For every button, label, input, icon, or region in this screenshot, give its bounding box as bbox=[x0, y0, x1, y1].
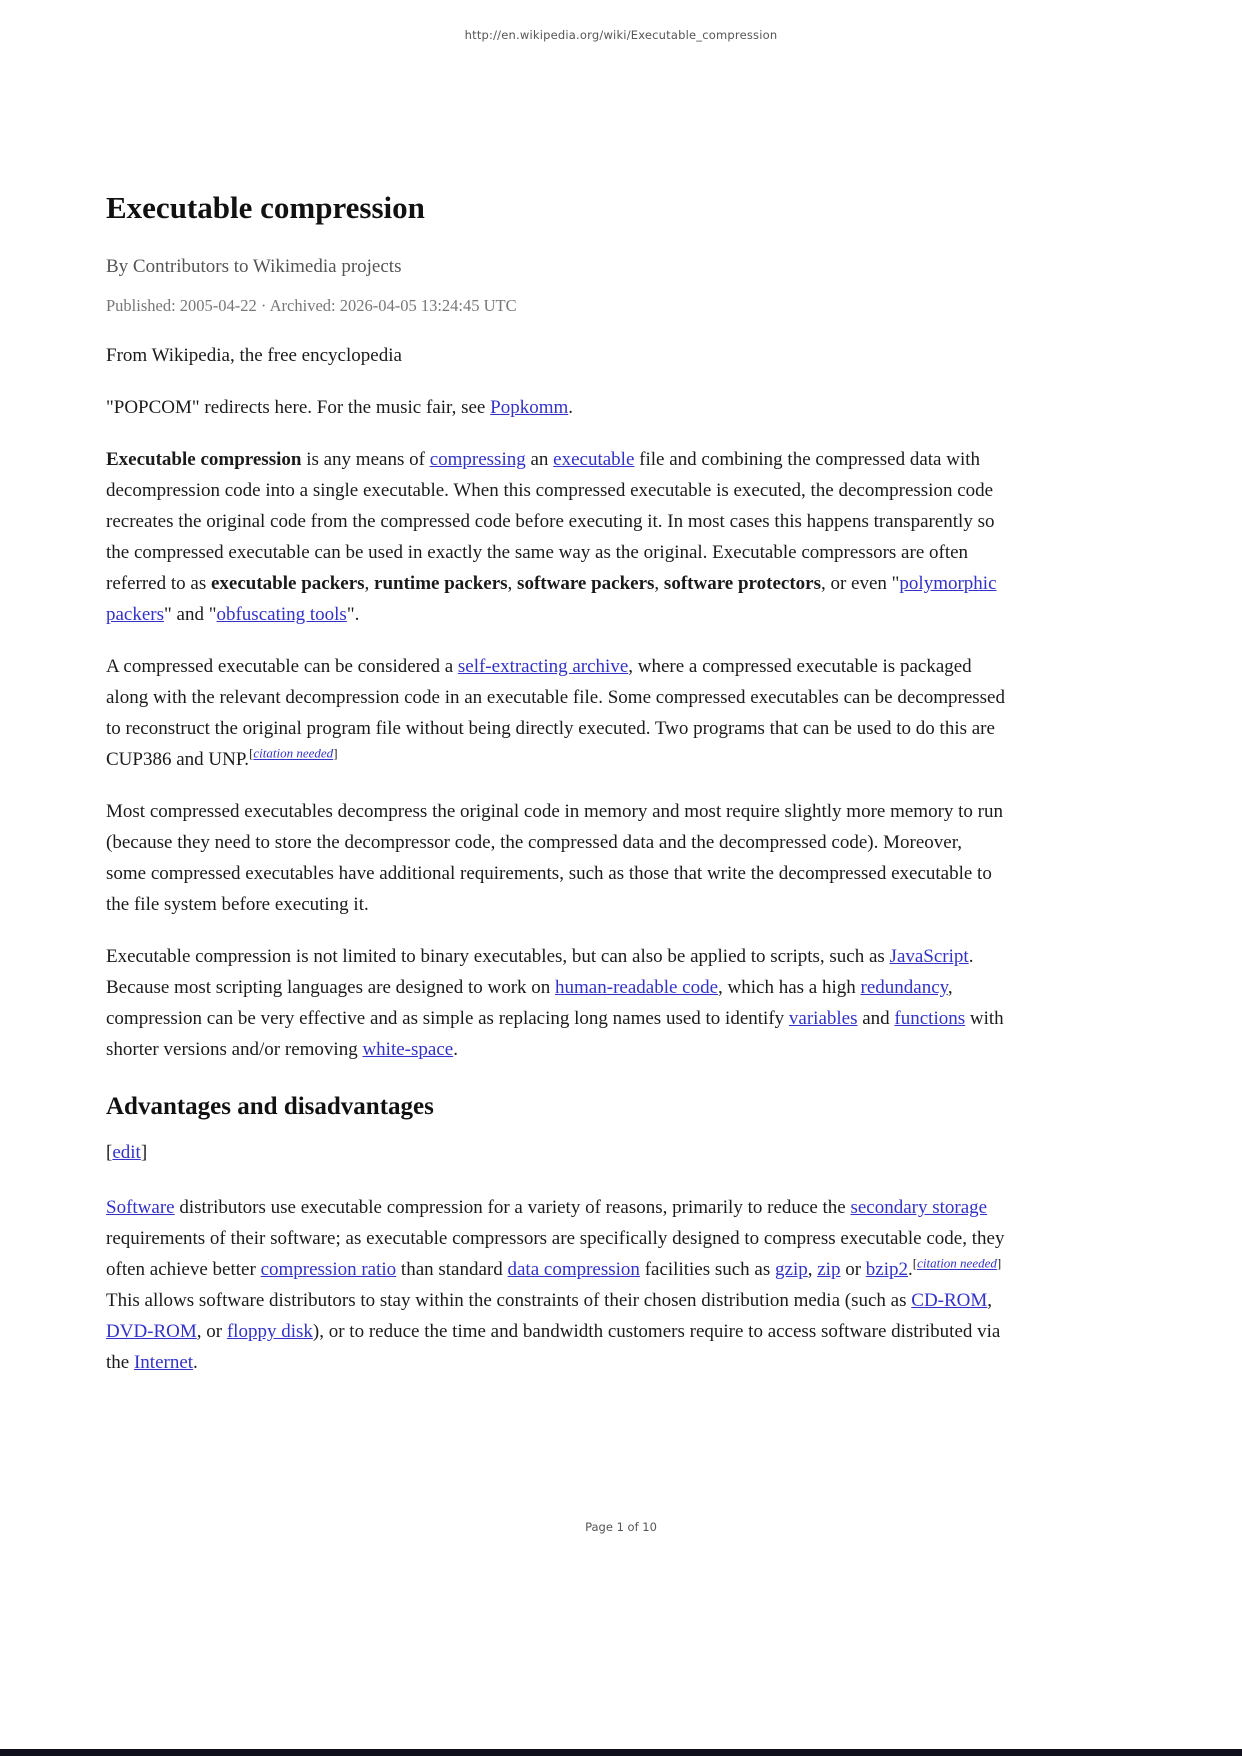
wiki-link[interactable]: secondary storage bbox=[850, 1197, 988, 1218]
bold-term: software protectors bbox=[663, 573, 821, 594]
source-line: From Wikipedia, the free encyclopedia bbox=[106, 345, 402, 366]
wiki-link[interactable]: Software bbox=[106, 1197, 175, 1218]
redirect-note: "POPCOM" redirects here. For the music fair, see Popkomm. bbox=[106, 397, 573, 418]
wiki-link[interactable]: CD-ROM bbox=[911, 1290, 988, 1311]
wiki-link[interactable]: polymorphic packers bbox=[106, 573, 997, 625]
source-url: http://en.wikipedia.org/wiki/Executable_compression bbox=[464, 28, 778, 42]
wiki-link[interactable]: compressing bbox=[429, 449, 526, 470]
wiki-link[interactable]: obfuscating tools bbox=[216, 604, 347, 625]
wiki-link[interactable]: bzip2 bbox=[865, 1259, 908, 1280]
wiki-link[interactable]: functions bbox=[894, 1008, 966, 1029]
published-line: Published: 2005-04-22 · Archived: 2026-04-05 13:24:45 UTC bbox=[106, 296, 517, 315]
wiki-link[interactable]: floppy disk bbox=[226, 1321, 313, 1342]
scripts-paragraph: Executable compression is not limited to binary executables, but can also be applied to scripts, such as JavaScript. Because most scripting languages are designed to work on human-readable code, which has a high redundancy, compression can be very effective and as simple as replacing long names used to identify variables and functions with shorter versions and/or removing white-space. bbox=[106, 946, 1004, 1060]
citation-needed-link[interactable]: citation needed bbox=[253, 745, 334, 761]
wiki-link[interactable]: self-extracting archive bbox=[457, 656, 629, 677]
bottom-edge-bar bbox=[0, 1749, 1242, 1756]
citation-needed: [citation needed] bbox=[912, 1255, 1002, 1271]
wiki-link[interactable]: Internet bbox=[133, 1352, 194, 1373]
article-title: Executable compression bbox=[106, 190, 425, 225]
wiki-link[interactable]: redundancy bbox=[860, 977, 948, 998]
wiki-link[interactable]: executable bbox=[553, 449, 635, 470]
article-body bbox=[106, 340, 1006, 1378]
citation-needed-link[interactable]: citation needed bbox=[917, 1255, 997, 1271]
advantages-paragraph: Software distributors use executable compression for a variety of reasons, primarily to reduce the secondary storage requirements of their software; as executable compressors are specifically designed to compress executable code, they often achieve better compression ratio than standard data compression facilities such as gzip, zip or bzip2.[citation needed] This allows software distributors to stay within the constraints of their chosen distribution media (such as CD-ROM, DVD-ROM, or floppy disk), or to reduce the time and bandwidth customers require to access software distributed via the Internet. bbox=[106, 1197, 1005, 1373]
bold-term: software packers bbox=[517, 573, 655, 594]
wiki-link[interactable]: gzip bbox=[775, 1259, 808, 1280]
wiki-link[interactable]: data compression bbox=[507, 1259, 640, 1280]
wiki-link[interactable]: variables bbox=[788, 1008, 858, 1029]
wiki-link[interactable]: Popkomm bbox=[490, 397, 569, 418]
edit-line: [edit] bbox=[106, 1142, 148, 1163]
self-extracting-paragraph: A compressed executable can be considered a self-extracting archive, where a compressed executable is packaged along with the relevant decompression code in an executable file. Some compressed executables can be decompressed to reconstruct the original program file without being directly executed. Two programs that can be used to do this are CUP386 and UNP.[citation needed] bbox=[106, 656, 1005, 770]
wiki-link[interactable]: JavaScript bbox=[889, 946, 969, 967]
byline: By Contributors to Wikimedia projects bbox=[106, 256, 402, 277]
article bbox=[106, 190, 1006, 1399]
bold-term: Executable compression bbox=[106, 449, 302, 470]
memory-paragraph: Most compressed executables decompress the original code in memory and most require slightly more memory to run (because they need to store the decompressor code, the compressed data and the decompressed code). Moreover, some compressed executables have additional requirements, such as those that write the decompressed executable to the file system before executing it. bbox=[106, 801, 1003, 915]
citation-needed: [citation needed] bbox=[249, 745, 338, 761]
page-number: Page 1 of 10 bbox=[585, 1520, 657, 1534]
wiki-link[interactable]: zip bbox=[817, 1259, 841, 1280]
intro-paragraph: Executable compression is any means of compressing an executable file and combining the compressed data with decompression code into a single executable. When this compressed executable is executed, the decompression code recreates the original code from the compressed code before executing it. In most cases this happens transparently so the compressed executable can be used in exactly the same way as the original. Executable compressors are often referred to as executable packers, runtime packers, software packers, software protectors, or even "polymorphic packers" and "obfuscating tools". bbox=[106, 449, 997, 625]
bold-term: executable packers bbox=[210, 573, 365, 594]
wiki-link[interactable]: compression ratio bbox=[260, 1259, 397, 1280]
wiki-link[interactable]: DVD-ROM bbox=[106, 1321, 197, 1342]
edit-link[interactable]: edit bbox=[112, 1142, 141, 1163]
bold-term: runtime packers bbox=[374, 573, 508, 594]
wiki-link[interactable]: human-readable code bbox=[555, 977, 719, 998]
section-heading-advantages: Advantages and disadvantages bbox=[106, 1093, 434, 1120]
wiki-link[interactable]: white-space bbox=[362, 1039, 454, 1060]
